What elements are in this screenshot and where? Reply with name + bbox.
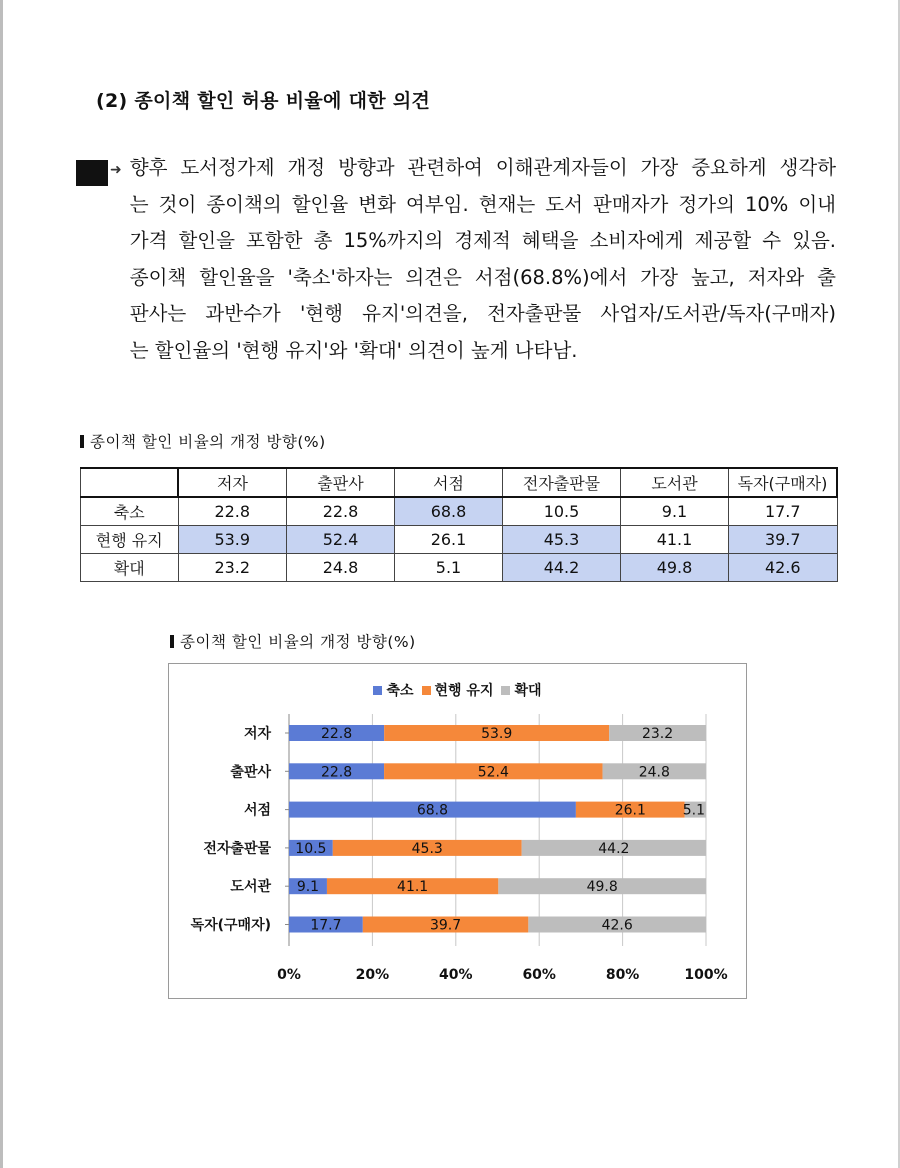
table-row-label: 확대 (81, 554, 179, 582)
table-cell: 22.8 (287, 497, 395, 526)
table-cell: 44.2 (503, 554, 621, 582)
table-column-header: 독자(구매자) (729, 468, 838, 497)
data-label: 53.9 (481, 726, 513, 742)
table-cell: 45.3 (503, 526, 621, 554)
stacked-bar-chart (168, 663, 747, 999)
table-cell: 17.7 (729, 497, 838, 526)
table-cell: 39.7 (729, 526, 838, 554)
table-row-label: 현행 유지 (81, 526, 179, 554)
redaction-block (76, 160, 108, 186)
paragraph-line: 향후 도서정가제 개정 방향과 관련하여 이해관계자들이 가장 중요하게 생각하 (129, 156, 836, 179)
x-tick-label: 100% (684, 967, 728, 983)
chart-plot (169, 664, 746, 998)
data-label: 42.6 (601, 917, 633, 934)
table-cell: 5.1 (395, 554, 503, 582)
table-cell: 24.8 (287, 554, 395, 582)
x-tick-label: 80% (605, 967, 640, 983)
table-caption (80, 430, 326, 452)
paragraph-lines (130, 150, 836, 369)
caption-marker-icon (170, 635, 174, 648)
table-cell: 49.8 (621, 554, 729, 582)
table-cell: 23.2 (178, 554, 287, 582)
data-label: 10.5 (295, 840, 327, 857)
table-row (81, 554, 838, 582)
data-label: 39.7 (429, 917, 462, 934)
table-cell: 41.1 (621, 526, 729, 554)
data-label: 49.8 (586, 879, 618, 896)
table-cell: 22.8 (178, 497, 287, 526)
table-cell: 53.9 (178, 526, 287, 554)
data-label: 45.3 (411, 840, 443, 857)
table-cell: 9.1 (621, 497, 729, 526)
table-column-header: 전자출판물 (503, 468, 621, 497)
data-label: 44.2 (598, 840, 630, 857)
table-cell: 52.4 (287, 526, 395, 554)
data-label: 23.2 (641, 726, 674, 742)
paragraph-line: 종이책 할인율을 '축소'하자는 의견은 서점(68.8%)에서 가장 높고, 저자와 출 (129, 265, 836, 289)
data-label: 41.1 (397, 879, 429, 896)
x-tick-label: 40% (439, 967, 473, 983)
table-cell: 10.5 (503, 497, 621, 526)
table-cell: 26.1 (395, 526, 503, 554)
table-caption-text: 종이책 할인 비율의 개정 방향(%) (90, 433, 326, 451)
data-label: 5.1 (682, 802, 705, 819)
data-label: 22.8 (320, 726, 353, 742)
legend-label: 확대 (514, 683, 542, 699)
page-border-left (0, 0, 3, 1168)
table-cell: 42.6 (729, 554, 838, 582)
table-corner-cell (81, 468, 179, 497)
data-label: 52.4 (477, 764, 509, 781)
data-label: 24.8 (638, 764, 670, 781)
y-category-label: 저자 (243, 726, 271, 742)
table-cell: 68.8 (395, 497, 503, 526)
chart-caption (170, 630, 416, 652)
y-category-label: 독자(구매자) (190, 917, 271, 934)
data-label: 26.1 (614, 802, 646, 819)
data-label: 17.7 (310, 917, 342, 934)
paragraph-line: 는 할인율의 '현행 유지'와 '확대' 의견이 높게 나타남. (129, 338, 578, 362)
x-tick-label: 20% (355, 967, 390, 983)
section-title: (2) 종이책 할인 허용 비율에 대한 의견 (96, 90, 431, 112)
table-header-row (81, 468, 838, 497)
table-row (81, 526, 838, 554)
arrow-bullet-icon: ➜ (110, 162, 122, 178)
table-column-header: 도서관 (621, 468, 729, 497)
table-column-header: 서점 (395, 468, 503, 497)
legend-label: 축소 (386, 683, 414, 699)
data-label: 9.1 (296, 879, 320, 896)
legend-label: 현행 유지 (434, 683, 494, 699)
caption-marker-icon (80, 435, 84, 448)
y-category-label: 도서관 (230, 879, 271, 896)
data-table (80, 467, 838, 582)
y-category-label: 서점 (243, 802, 271, 819)
table-row-label: 축소 (81, 497, 179, 526)
y-category-label: 출판사 (230, 764, 271, 781)
paragraph-line: 가격 할인을 포함한 총 15%까지의 경제적 혜택을 소비자에게 제공할 수 있음. (129, 229, 836, 252)
paragraph-line: 판사는 과반수가 '현행 유지'의견을, 전자출판물 사업자/도서관/독자(구매자) (129, 302, 836, 325)
body-paragraph (76, 150, 836, 369)
data-label: 22.8 (320, 764, 353, 781)
table-column-header: 저자 (178, 468, 287, 497)
paragraph-line: 는 것이 종이책의 할인율 변화 여부임. 현재는 도서 판매자가 정가의 10% 이내 (129, 192, 836, 216)
data-label: 68.8 (416, 802, 449, 819)
chart-caption-text: 종이책 할인 비율의 개정 방향(%) (180, 633, 416, 651)
x-tick-label: 0% (277, 967, 301, 983)
table-row (81, 497, 838, 526)
y-category-label: 전자출판물 (203, 840, 271, 857)
table-column-header: 출판사 (287, 468, 395, 497)
x-tick-label: 60% (522, 967, 556, 983)
